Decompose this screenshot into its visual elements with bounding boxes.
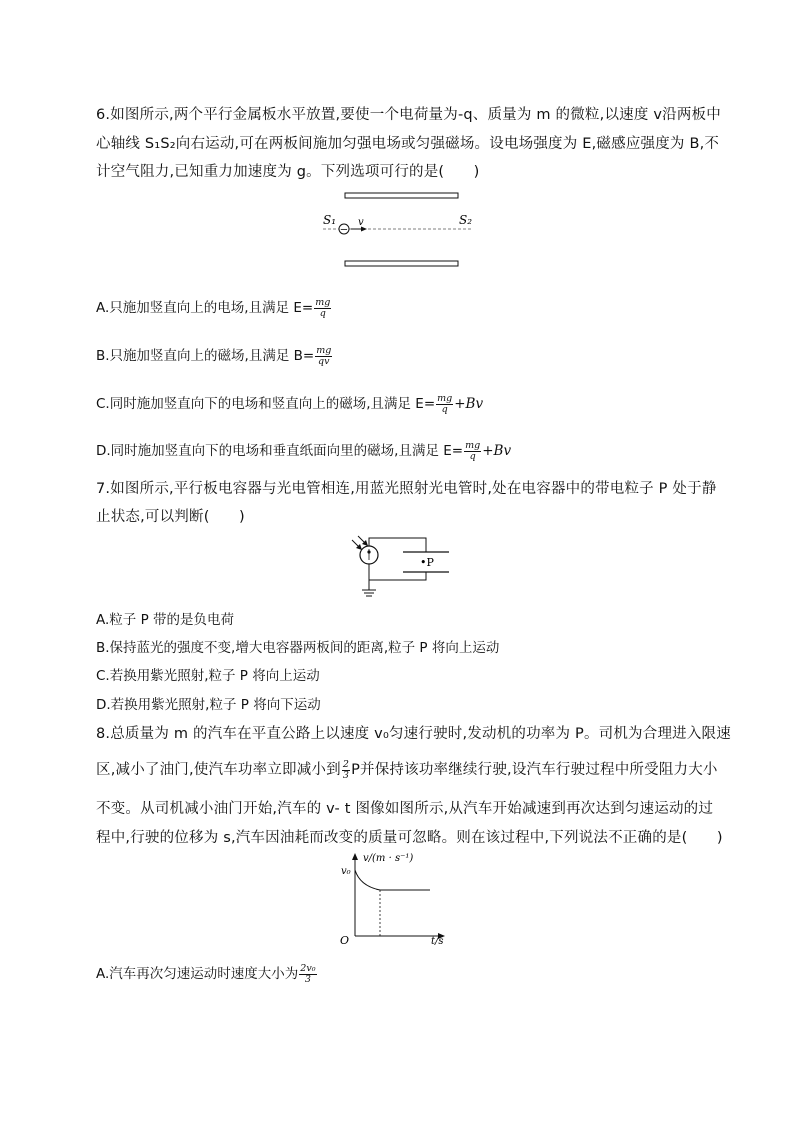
q6-option-c[interactable]: C.同时施加竖直向下的电场和竖直向上的磁场,且满足 E= $\frac{mg}{q}$ +Bv [96, 392, 484, 415]
q7-line-1: 7.如图所示,平行板电容器与光电管相连,用蓝光照射光电管时,处在电容器中的带电粒子 P 处于静 [96, 481, 717, 497]
q6-option-b-text: B.只施加竖直向上的磁场,且满足 B= [96, 348, 315, 364]
q8-line-1: 8.总质量为 m 的汽车在平直公路上以速度 v₀匀速行驶时,发动机的功率为 P。司机为合理进入限速 [96, 726, 731, 742]
q6-option-d-text: D.同时施加竖直向下的电场和垂直纸面向里的磁场,且满足 E= [96, 443, 464, 459]
q8-line-2-end: P并保持该功率继续行驶,设汽车行驶过程中所受阻力大小 [351, 762, 718, 778]
label-v: v [358, 217, 364, 228]
q6-option-d[interactable]: D.同时施加竖直向下的电场和垂直纸面向里的磁场,且满足 E= $\frac{mg}{q}$ +Bv [96, 439, 512, 462]
particle-p-label: •P [420, 556, 434, 569]
decel-curve [355, 870, 380, 890]
q6-option-c-fraction: $\frac{mg}{q}$ [437, 392, 453, 415]
q7-option-b[interactable]: B.保持蓝光的强度不变,增大电容器两板间的距离,粒子 P 将向上运动 [96, 640, 500, 656]
q6-option-b-fraction: $\frac{mg}{qv}$ [316, 344, 332, 367]
q6-option-a-fraction: $\frac{mg}{q}$ [315, 296, 331, 319]
v-axis-arrow-icon [352, 853, 358, 860]
q6-option-a-text: A.只施加竖直向上的电场,且满足 E= [96, 300, 314, 316]
q8-option-a-fraction: $\frac{\text{2v₀}}{3}$ [300, 962, 316, 985]
q6-option-a[interactable] [96, 296, 332, 319]
q6-option-b[interactable] [96, 344, 333, 367]
q7-figure [346, 530, 451, 600]
q8-option-a[interactable] [96, 962, 318, 985]
v-axis-label: v/(m · s⁻¹) [363, 853, 414, 864]
q8-vt-graph [340, 850, 455, 946]
q6-line-2: 心轴线 S₁S₂向右运动,可在两板间施加匀强电场或匀强磁场。设电场强度为 E,磁感应强度为 B,不 [96, 136, 720, 152]
q8-line-3: 不变。从司机减小油门开始,汽车的 v- t 图像如图所示,从汽车开始减速到再次达到匀速运动的过 [96, 801, 714, 817]
q7-option-d[interactable]: D.若换用紫光照射,粒子 P 将向下运动 [96, 697, 321, 713]
label-s1: S₁ [323, 213, 337, 227]
q6-figure [315, 188, 485, 270]
q8-fraction-two-thirds: $\frac{2}{3}$ [342, 758, 350, 781]
q8-line-2-start: 区,减小了油门,使汽车功率立即减小到 [96, 762, 341, 778]
top-plate [345, 193, 458, 198]
q8-line-4: 程中,行驶的位移为 s,汽车因油耗而改变的质量可忽略。则在该过程中,下列说法不正确的是( ) [96, 830, 723, 846]
t-axis-label: t/s [431, 936, 444, 946]
q7-option-c[interactable]: C.若换用紫光照射,粒子 P 将向上运动 [96, 668, 320, 684]
particle-sign: − [339, 224, 349, 236]
origin-label: O [340, 934, 350, 946]
q6-option-d-fraction: $\frac{mg}{q}$ [465, 439, 481, 462]
label-s2: S₂ [459, 213, 473, 227]
q6-option-c-text: C.同时施加竖直向下的电场和竖直向上的磁场,且满足 E= [96, 396, 436, 412]
q7-line-2: 止状态,可以判断( ) [96, 509, 245, 525]
q7-option-a[interactable]: A.粒子 P 带的是负电荷 [96, 612, 235, 628]
wire-top [369, 538, 426, 552]
q6-line-3: 计空气阻力,已知重力加速度为 g。下列选项可行的是( ) [96, 164, 480, 180]
q8-option-a-text: A.汽车再次匀速运动时速度大小为 [96, 966, 299, 982]
q6-line-1: 6.如图所示,两个平行金属板水平放置,要使一个电荷量为-q、质量为 m 的微粒,以速度 v沿两板中 [96, 107, 721, 123]
v0-label: v₀ [341, 866, 351, 877]
bottom-plate [345, 261, 458, 266]
q8-line-2 [96, 758, 718, 781]
